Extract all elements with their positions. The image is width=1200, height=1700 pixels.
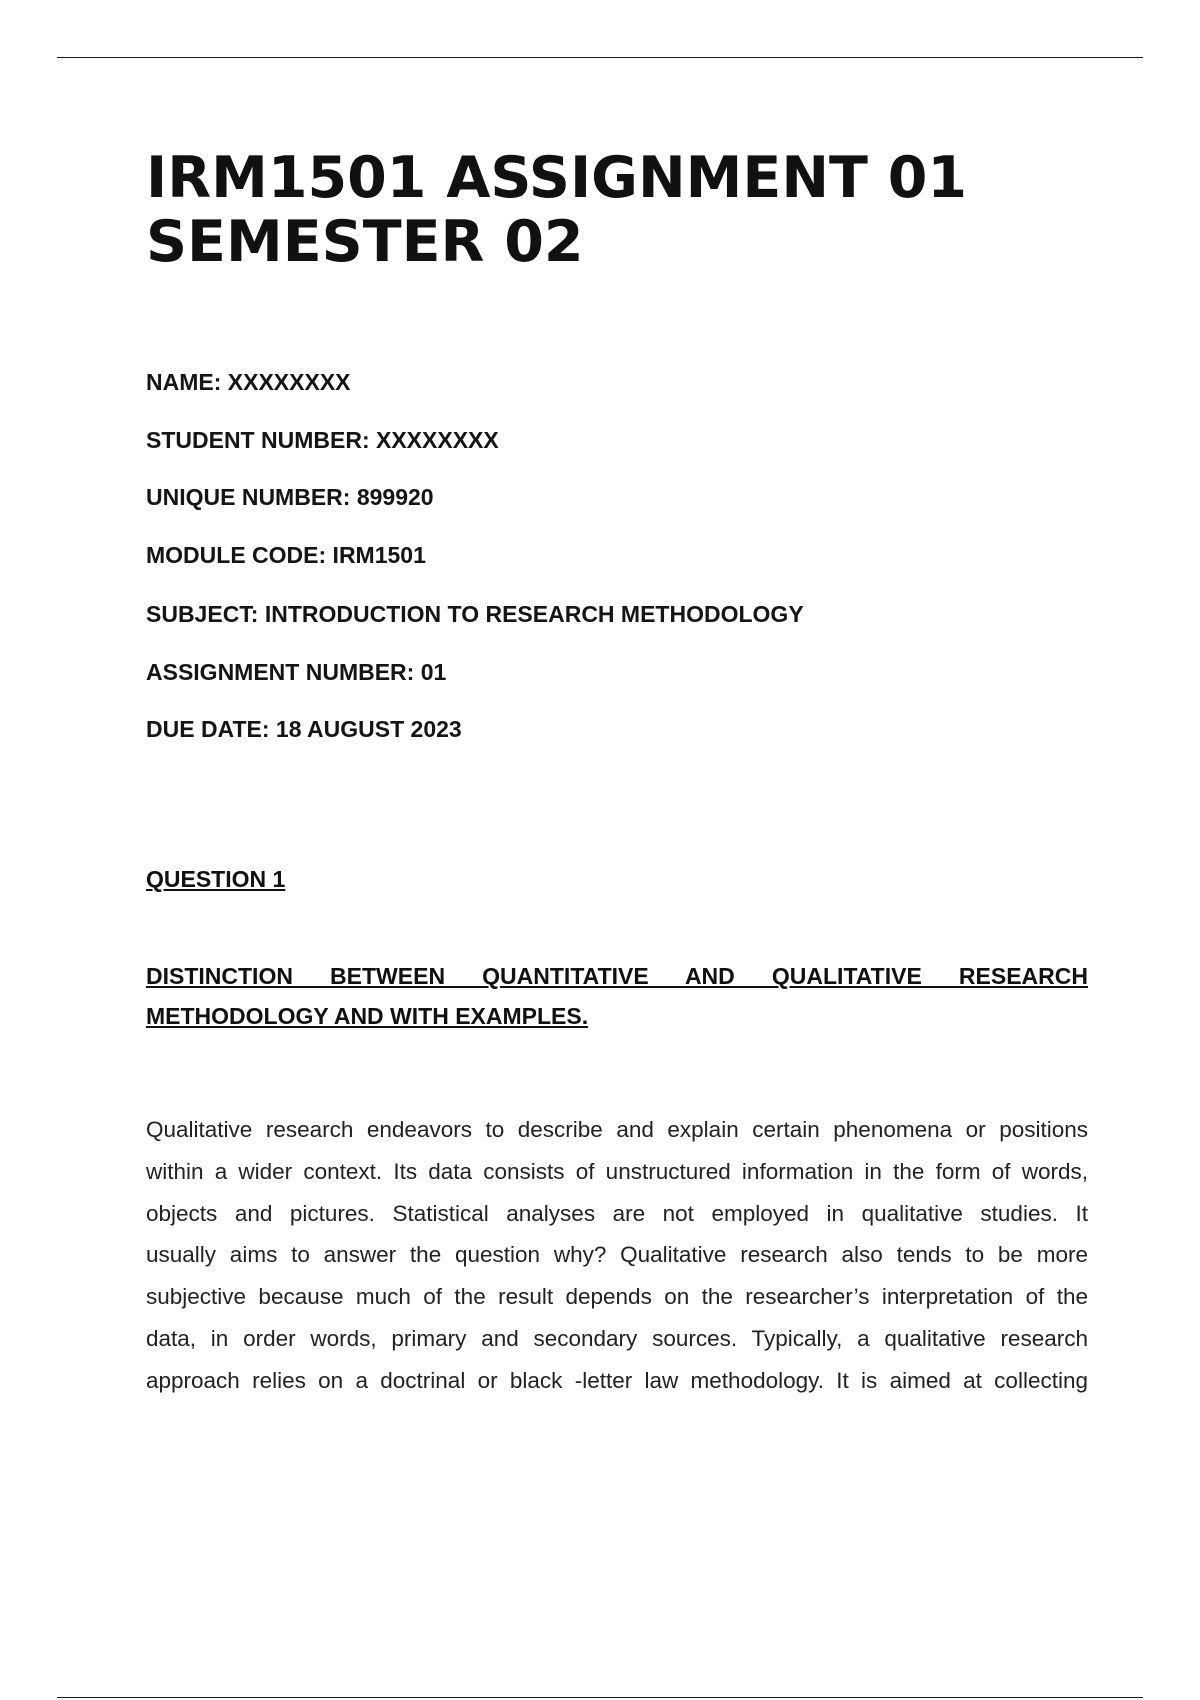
- question-subheading: [146, 956, 1088, 1036]
- title-line-2: SEMESTER 02: [146, 209, 584, 275]
- paragraph-line: Qualitative research endeavors to describe and explain certain phenomena or positions: [146, 1117, 1088, 1142]
- subheading-line-2: METHODOLOGY AND WITH EXAMPLES.: [146, 1003, 589, 1029]
- unique-number-field: UNIQUE NUMBER: 899920: [146, 484, 434, 510]
- question-heading: QUESTION 1: [146, 866, 286, 892]
- assignment-number-field: ASSIGNMENT NUMBER: 01: [146, 659, 447, 685]
- title-line-1: IRM1501 ASSIGNMENT 01: [146, 145, 968, 211]
- top-rule: [57, 57, 1143, 58]
- paragraph-line: within a wider context. Its data consists of unstructured information in the form of words,: [146, 1158, 1088, 1184]
- document-title: [146, 146, 967, 274]
- due-date-field: DUE DATE: 18 AUGUST 2023: [146, 716, 462, 742]
- module-code-field: MODULE CODE: IRM1501: [146, 542, 426, 568]
- paragraph-line: objects and pictures. Statistical analyses are not employed in qualitative studies. It: [146, 1200, 1088, 1226]
- paragraph-line: subjective because much of the result depends on the researcher’s interpretation of the: [146, 1284, 1088, 1310]
- paragraph-line: usually aims to answer the question why? Qualitative research also tends to be more: [146, 1242, 1088, 1268]
- paragraph-line: data, in order words, primary and secondary sources. Typically, a qualitative research: [146, 1325, 1088, 1351]
- answer-paragraph: [146, 1109, 1088, 1402]
- bottom-rule: [57, 1697, 1143, 1698]
- paragraph-line: approach relies on a doctrinal or black -letter law methodology. It is aimed at collecting: [146, 1367, 1088, 1393]
- subject-field: SUBJECT: INTRODUCTION TO RESEARCH METHODOLOGY: [146, 601, 804, 627]
- subheading-line-1: DISTINCTION BETWEEN QUANTITATIVE AND QUALITATIVE RESEARCH: [146, 963, 1088, 989]
- student-number-field: STUDENT NUMBER: XXXXXXXX: [146, 427, 499, 453]
- name-field: NAME: XXXXXXXX: [146, 369, 351, 395]
